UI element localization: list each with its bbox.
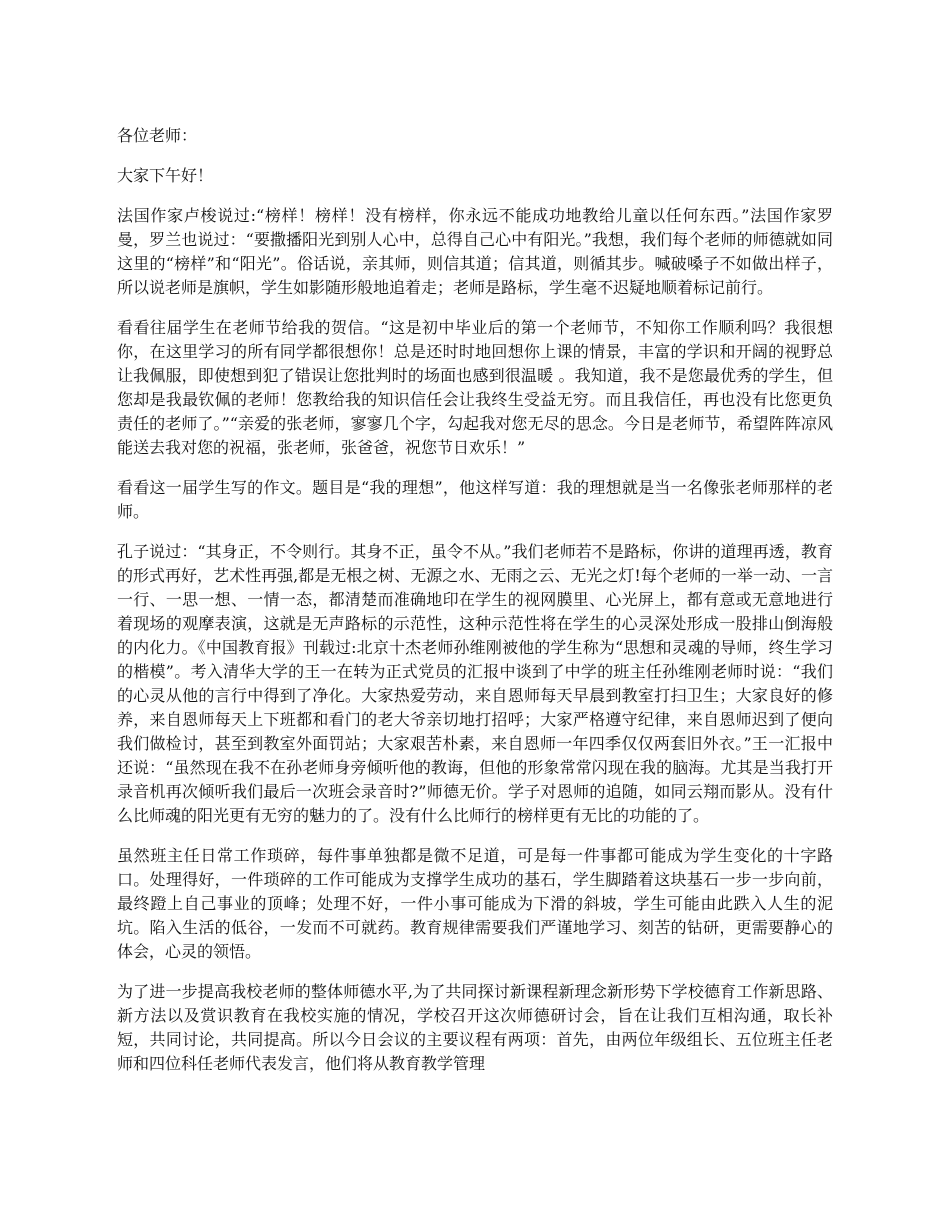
paragraph-class-teacher-work: 虽然班主任日常工作琐碎，每件事单独都是微不足道，可是每一件事都可能成为学生变化的十字路口。处理得好，一件琐碎的工作可能成为支撑学生成功的基石，学生脚踏着这块基石一步一步向前，最终蹬上自己事业的顶峰；处理不好，一件小事可能成为下滑的斜坡，学生可能由此跌入人生的泥坑。陷入生活的低谷，一发而不可就药。教育规律需要我们严谨地学习、刻苦的钻研，更需要静心的体会，心灵的领悟。 (117, 846, 833, 961)
paragraph-student-letter: 看看往届学生在老师节给我的贺信。“这是初中毕业后的第一个老师节，不知你工作顺利吗？我很想你，在这里学习的所有同学都很想你！总是还时时地回想你上课的情景，丰富的学识和开阔的视野总让我佩服，即使想到犯了错误让您批判时的场面也感到很温暖 。我知道，我不是您最优秀的学生，但您却是我最钦佩的老师！您教给我的知识信任会让我终生受益无穷。而且我信任，再也没有比您更负责任的老师了。”“亲爱的张老师，寥寥几个字，勾起我对您无尽的思念。今日是老师节，希望阵阵凉风能送去我对您的祝福，张老师，张爸爸，祝您节日欢乐！” (117, 318, 833, 457)
paragraph-meeting-purpose: 为了进一步提高我校老师的整体师德水平,为了共同探讨新课程新理念新形势下学校德育工作新思路、新方法以及赏识教育在我校实施的情况，学校召开这次师德研讨会，旨在让我们互相沟通，取长补短，共同讨论，共同提高。所以今日会议的主要议程有两项：首先，由两位年级组长、五位班主任老师和四位科任老师代表发言，他们将从教育教学管理 (117, 982, 833, 1073)
greeting: 各位老师： (117, 126, 198, 145)
paragraph-rousseau-quote: 法国作家卢梭说过:“榜样！榜样！没有榜样，你永远不能成功地教给儿童以任何东西。”法国作家罗曼，罗兰也说过：“要撒播阳光到别人心中，总得自己心中有阳光。”我想，我们每个老师的师德就如同这里的“榜样”和“阳光”。俗话说，亲其师，则信其道；信其道，则循其步。喊破嗓子不如做出样子，所以说老师是旗帜，学生如影随形般地追着走；老师是路标，学生毫不迟疑地顺着标记前行。 (117, 206, 833, 297)
document-body (117, 124, 833, 1092)
paragraph-student-essay: 看看这一届学生写的作文。题目是“我的理想”，他这样写道：我的理想就是当一名像张老师那样的老师。 (117, 478, 833, 521)
salutation: 大家下午好！ (117, 166, 214, 185)
paragraph-confucius-quote: 孔子说过：“其身正，不令则行。其身不正，虽令不从。”我们老师若不是路标，你讲的道理再透，教育的形式再好，艺术性再强,都是无根之树、无源之水、无雨之云、无光之灯!每个老师的一举一动、一言一行、一思一想、一情一态，都清楚而准确地印在学生的视网膜里、心光屏上，都有意或无意地进行着现场的观摩表演，这就是无声路标的示范性，这种示范性将在学生的心灵深处形成一股排山倒海般的内化力。《中国教育报》刊载过:北京十杰老师孙维刚被他的学生称为“思想和灵魂的导师，终生学习的楷模”。考入清华大学的王一在转为正式党员的汇报中谈到了中学的班主任孙维刚老师时说：“我们的心灵从他的言行中得到了净化。大家热爱劳动，来自恩师每天早晨到教室打扫卫生；大家良好的修养，来自恩师每天上下班都和看门的老大爷亲切地打招呼；大家严格遵守纪律，来自恩师迟到了便向我们做检讨，甚至到教室外面罚站；大家艰苦朴素，来自恩师一年四季仅仅两套旧外衣。”王一汇报中还说：“虽然现在我不在孙老师身旁倾听他的教诲，但他的形象常常闪现在我的脑海。尤其是当我打开录音机再次倾听我们最后一次班会录音时?”师德无价。学子对恩师的追随，如同云翔而影从。没有什么比师魂的阳光更有无穷的魅力的了。没有什么比师行的榜样更有无比的功能的了。 (117, 542, 833, 825)
